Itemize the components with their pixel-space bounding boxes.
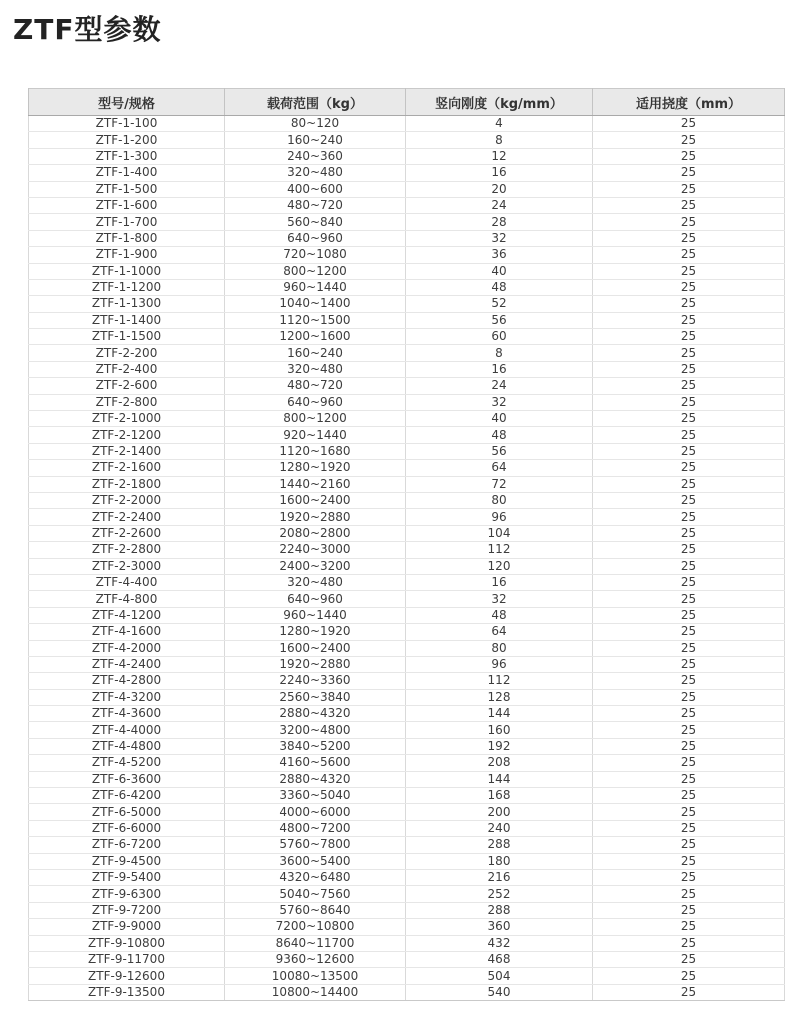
model-cell: ZTF-9-9000 xyxy=(29,919,225,935)
model-cell: ZTF-1-400 xyxy=(29,165,225,181)
table-row xyxy=(29,361,785,377)
table-row xyxy=(29,263,785,279)
deflection-cell: 25 xyxy=(593,624,785,640)
stiffness-cell: 36 xyxy=(406,247,593,263)
stiffness-cell: 104 xyxy=(406,525,593,541)
model-cell: ZTF-1-1000 xyxy=(29,263,225,279)
table-row xyxy=(29,738,785,754)
deflection-cell: 25 xyxy=(593,279,785,295)
stiffness-cell: 540 xyxy=(406,984,593,1000)
table-row xyxy=(29,558,785,574)
stiffness-cell: 32 xyxy=(406,394,593,410)
stiffness-cell: 16 xyxy=(406,574,593,590)
model-cell: ZTF-4-1200 xyxy=(29,607,225,623)
table-row xyxy=(29,296,785,312)
load-range-cell: 920~1440 xyxy=(225,427,406,443)
deflection-cell: 25 xyxy=(593,411,785,427)
stiffness-cell: 112 xyxy=(406,542,593,558)
stiffness-cell: 64 xyxy=(406,460,593,476)
stiffness-cell: 192 xyxy=(406,738,593,754)
model-cell: ZTF-1-1400 xyxy=(29,312,225,328)
table-row xyxy=(29,820,785,836)
table-row xyxy=(29,919,785,935)
deflection-cell: 25 xyxy=(593,394,785,410)
model-cell: ZTF-9-13500 xyxy=(29,984,225,1000)
model-cell: ZTF-9-10800 xyxy=(29,935,225,951)
stiffness-cell: 200 xyxy=(406,804,593,820)
stiffness-cell: 80 xyxy=(406,640,593,656)
model-cell: ZTF-2-1000 xyxy=(29,411,225,427)
load-range-cell: 5040~7560 xyxy=(225,886,406,902)
stiffness-cell: 504 xyxy=(406,968,593,984)
deflection-cell: 25 xyxy=(593,378,785,394)
model-cell: ZTF-1-800 xyxy=(29,230,225,246)
model-cell: ZTF-4-5200 xyxy=(29,755,225,771)
deflection-cell: 25 xyxy=(593,689,785,705)
load-range-cell: 2880~4320 xyxy=(225,771,406,787)
deflection-cell: 25 xyxy=(593,591,785,607)
model-cell: ZTF-4-400 xyxy=(29,574,225,590)
deflection-cell: 25 xyxy=(593,820,785,836)
deflection-cell: 25 xyxy=(593,837,785,853)
table-row xyxy=(29,837,785,853)
model-cell: ZTF-4-3600 xyxy=(29,706,225,722)
deflection-cell: 25 xyxy=(593,165,785,181)
deflection-cell: 25 xyxy=(593,886,785,902)
table-row xyxy=(29,574,785,590)
table-row xyxy=(29,755,785,771)
load-range-cell: 560~840 xyxy=(225,214,406,230)
load-range-cell: 4800~7200 xyxy=(225,820,406,836)
load-range-cell: 160~240 xyxy=(225,132,406,148)
stiffness-cell: 144 xyxy=(406,771,593,787)
stiffness-cell: 16 xyxy=(406,165,593,181)
deflection-cell: 25 xyxy=(593,148,785,164)
table-row xyxy=(29,902,785,918)
table-row xyxy=(29,132,785,148)
model-cell: ZTF-6-6000 xyxy=(29,820,225,836)
deflection-cell: 25 xyxy=(593,738,785,754)
model-cell: ZTF-2-1600 xyxy=(29,460,225,476)
model-cell: ZTF-2-1200 xyxy=(29,427,225,443)
stiffness-cell: 60 xyxy=(406,329,593,345)
model-cell: ZTF-9-4500 xyxy=(29,853,225,869)
model-cell: ZTF-1-1500 xyxy=(29,329,225,345)
table-row xyxy=(29,165,785,181)
stiffness-cell: 40 xyxy=(406,263,593,279)
deflection-cell: 25 xyxy=(593,640,785,656)
model-cell: ZTF-2-800 xyxy=(29,394,225,410)
deflection-cell: 25 xyxy=(593,706,785,722)
stiffness-cell: 32 xyxy=(406,591,593,607)
table-row xyxy=(29,968,785,984)
model-cell: ZTF-4-800 xyxy=(29,591,225,607)
deflection-cell: 25 xyxy=(593,902,785,918)
load-range-cell: 4320~6480 xyxy=(225,869,406,885)
model-cell: ZTF-1-700 xyxy=(29,214,225,230)
load-range-cell: 320~480 xyxy=(225,165,406,181)
table-row xyxy=(29,689,785,705)
stiffness-cell: 32 xyxy=(406,230,593,246)
model-cell: ZTF-9-5400 xyxy=(29,869,225,885)
deflection-cell: 25 xyxy=(593,673,785,689)
load-range-cell: 1200~1600 xyxy=(225,329,406,345)
header-deflection: 适用挠度（mm） xyxy=(593,89,785,116)
load-range-cell: 320~480 xyxy=(225,574,406,590)
table-row xyxy=(29,869,785,885)
model-cell: ZTF-6-7200 xyxy=(29,837,225,853)
model-cell: ZTF-1-1300 xyxy=(29,296,225,312)
stiffness-cell: 216 xyxy=(406,869,593,885)
table-row xyxy=(29,886,785,902)
table-row xyxy=(29,411,785,427)
model-cell: ZTF-1-300 xyxy=(29,148,225,164)
table-row xyxy=(29,935,785,951)
stiffness-cell: 160 xyxy=(406,722,593,738)
load-range-cell: 2880~4320 xyxy=(225,706,406,722)
load-range-cell: 480~720 xyxy=(225,197,406,213)
stiffness-cell: 252 xyxy=(406,886,593,902)
table-row xyxy=(29,279,785,295)
model-cell: ZTF-4-2800 xyxy=(29,673,225,689)
deflection-cell: 25 xyxy=(593,197,785,213)
model-cell: ZTF-9-12600 xyxy=(29,968,225,984)
load-range-cell: 1920~2880 xyxy=(225,656,406,672)
deflection-cell: 25 xyxy=(593,771,785,787)
stiffness-cell: 48 xyxy=(406,279,593,295)
table-row xyxy=(29,706,785,722)
model-cell: ZTF-9-11700 xyxy=(29,951,225,967)
model-cell: ZTF-4-2400 xyxy=(29,656,225,672)
stiffness-cell: 144 xyxy=(406,706,593,722)
model-cell: ZTF-2-2600 xyxy=(29,525,225,541)
load-range-cell: 1120~1680 xyxy=(225,443,406,459)
stiffness-cell: 288 xyxy=(406,837,593,853)
stiffness-cell: 468 xyxy=(406,951,593,967)
model-cell: ZTF-9-6300 xyxy=(29,886,225,902)
load-range-cell: 2080~2800 xyxy=(225,525,406,541)
table-row xyxy=(29,460,785,476)
deflection-cell: 25 xyxy=(593,296,785,312)
model-cell: ZTF-4-4000 xyxy=(29,722,225,738)
deflection-cell: 25 xyxy=(593,443,785,459)
load-range-cell: 400~600 xyxy=(225,181,406,197)
deflection-cell: 25 xyxy=(593,181,785,197)
load-range-cell: 3840~5200 xyxy=(225,738,406,754)
table-row xyxy=(29,378,785,394)
model-cell: ZTF-2-400 xyxy=(29,361,225,377)
load-range-cell: 3200~4800 xyxy=(225,722,406,738)
stiffness-cell: 48 xyxy=(406,427,593,443)
load-range-cell: 960~1440 xyxy=(225,607,406,623)
deflection-cell: 25 xyxy=(593,984,785,1000)
table-row xyxy=(29,788,785,804)
model-cell: ZTF-2-2800 xyxy=(29,542,225,558)
load-range-cell: 7200~10800 xyxy=(225,919,406,935)
load-range-cell: 10080~13500 xyxy=(225,968,406,984)
load-range-cell: 4160~5600 xyxy=(225,755,406,771)
load-range-cell: 80~120 xyxy=(225,116,406,132)
model-cell: ZTF-6-5000 xyxy=(29,804,225,820)
deflection-cell: 25 xyxy=(593,804,785,820)
table-row xyxy=(29,427,785,443)
deflection-cell: 25 xyxy=(593,574,785,590)
table-row xyxy=(29,771,785,787)
model-cell: ZTF-4-1600 xyxy=(29,624,225,640)
stiffness-cell: 52 xyxy=(406,296,593,312)
table-row xyxy=(29,181,785,197)
stiffness-cell: 112 xyxy=(406,673,593,689)
stiffness-cell: 24 xyxy=(406,197,593,213)
load-range-cell: 720~1080 xyxy=(225,247,406,263)
stiffness-cell: 288 xyxy=(406,902,593,918)
model-cell: ZTF-6-3600 xyxy=(29,771,225,787)
deflection-cell: 25 xyxy=(593,345,785,361)
page-title: ZTF型参数 xyxy=(13,13,162,46)
deflection-cell: 25 xyxy=(593,951,785,967)
load-range-cell: 2240~3000 xyxy=(225,542,406,558)
load-range-cell: 2400~3200 xyxy=(225,558,406,574)
deflection-cell: 25 xyxy=(593,116,785,132)
load-range-cell: 5760~8640 xyxy=(225,902,406,918)
load-range-cell: 800~1200 xyxy=(225,411,406,427)
model-cell: ZTF-1-100 xyxy=(29,116,225,132)
model-cell: ZTF-2-600 xyxy=(29,378,225,394)
table-row xyxy=(29,197,785,213)
load-range-cell: 1280~1920 xyxy=(225,460,406,476)
deflection-cell: 25 xyxy=(593,558,785,574)
load-range-cell: 9360~12600 xyxy=(225,951,406,967)
table-row xyxy=(29,656,785,672)
load-range-cell: 1040~1400 xyxy=(225,296,406,312)
deflection-cell: 25 xyxy=(593,427,785,443)
table-body xyxy=(29,116,785,1001)
table-row xyxy=(29,542,785,558)
table-row xyxy=(29,509,785,525)
load-range-cell: 640~960 xyxy=(225,230,406,246)
load-range-cell: 960~1440 xyxy=(225,279,406,295)
deflection-cell: 25 xyxy=(593,492,785,508)
deflection-cell: 25 xyxy=(593,460,785,476)
stiffness-cell: 16 xyxy=(406,361,593,377)
deflection-cell: 25 xyxy=(593,525,785,541)
stiffness-cell: 28 xyxy=(406,214,593,230)
load-range-cell: 1440~2160 xyxy=(225,476,406,492)
deflection-cell: 25 xyxy=(593,968,785,984)
stiffness-cell: 4 xyxy=(406,116,593,132)
table-row xyxy=(29,804,785,820)
deflection-cell: 25 xyxy=(593,247,785,263)
model-cell: ZTF-2-2400 xyxy=(29,509,225,525)
table-row xyxy=(29,116,785,132)
stiffness-cell: 8 xyxy=(406,132,593,148)
model-cell: ZTF-4-4800 xyxy=(29,738,225,754)
model-cell: ZTF-4-3200 xyxy=(29,689,225,705)
stiffness-cell: 12 xyxy=(406,148,593,164)
model-cell: ZTF-1-900 xyxy=(29,247,225,263)
stiffness-cell: 180 xyxy=(406,853,593,869)
deflection-cell: 25 xyxy=(593,788,785,804)
model-cell: ZTF-2-2000 xyxy=(29,492,225,508)
table-header-row xyxy=(29,89,785,116)
table-row xyxy=(29,247,785,263)
header-model: 型号/规格 xyxy=(29,89,225,116)
load-range-cell: 3360~5040 xyxy=(225,788,406,804)
deflection-cell: 25 xyxy=(593,542,785,558)
stiffness-cell: 168 xyxy=(406,788,593,804)
model-cell: ZTF-1-600 xyxy=(29,197,225,213)
deflection-cell: 25 xyxy=(593,869,785,885)
load-range-cell: 160~240 xyxy=(225,345,406,361)
load-range-cell: 1920~2880 xyxy=(225,509,406,525)
load-range-cell: 2240~3360 xyxy=(225,673,406,689)
load-range-cell: 3600~5400 xyxy=(225,853,406,869)
load-range-cell: 1600~2400 xyxy=(225,492,406,508)
table-row xyxy=(29,722,785,738)
load-range-cell: 2560~3840 xyxy=(225,689,406,705)
load-range-cell: 240~360 xyxy=(225,148,406,164)
deflection-cell: 25 xyxy=(593,476,785,492)
load-range-cell: 320~480 xyxy=(225,361,406,377)
parameters-table xyxy=(28,88,785,1001)
deflection-cell: 25 xyxy=(593,755,785,771)
deflection-cell: 25 xyxy=(593,361,785,377)
load-range-cell: 10800~14400 xyxy=(225,984,406,1000)
table-row xyxy=(29,312,785,328)
model-cell: ZTF-1-200 xyxy=(29,132,225,148)
deflection-cell: 25 xyxy=(593,329,785,345)
load-range-cell: 640~960 xyxy=(225,591,406,607)
table-row xyxy=(29,394,785,410)
stiffness-cell: 56 xyxy=(406,443,593,459)
load-range-cell: 8640~11700 xyxy=(225,935,406,951)
header-load-range: 载荷范围（kg） xyxy=(225,89,406,116)
stiffness-cell: 96 xyxy=(406,509,593,525)
table-row xyxy=(29,853,785,869)
load-range-cell: 480~720 xyxy=(225,378,406,394)
table-row xyxy=(29,443,785,459)
table-row xyxy=(29,673,785,689)
stiffness-cell: 432 xyxy=(406,935,593,951)
model-cell: ZTF-2-200 xyxy=(29,345,225,361)
table-row xyxy=(29,492,785,508)
table-header xyxy=(29,89,785,116)
stiffness-cell: 72 xyxy=(406,476,593,492)
stiffness-cell: 120 xyxy=(406,558,593,574)
model-cell: ZTF-1-1200 xyxy=(29,279,225,295)
stiffness-cell: 64 xyxy=(406,624,593,640)
stiffness-cell: 56 xyxy=(406,312,593,328)
deflection-cell: 25 xyxy=(593,509,785,525)
stiffness-cell: 208 xyxy=(406,755,593,771)
deflection-cell: 25 xyxy=(593,722,785,738)
model-cell: ZTF-1-500 xyxy=(29,181,225,197)
deflection-cell: 25 xyxy=(593,919,785,935)
deflection-cell: 25 xyxy=(593,230,785,246)
model-cell: ZTF-6-4200 xyxy=(29,788,225,804)
deflection-cell: 25 xyxy=(593,214,785,230)
deflection-cell: 25 xyxy=(593,312,785,328)
table-row xyxy=(29,607,785,623)
model-cell: ZTF-2-1800 xyxy=(29,476,225,492)
model-cell: ZTF-9-7200 xyxy=(29,902,225,918)
table-row xyxy=(29,984,785,1000)
table-row xyxy=(29,476,785,492)
stiffness-cell: 96 xyxy=(406,656,593,672)
stiffness-cell: 48 xyxy=(406,607,593,623)
deflection-cell: 25 xyxy=(593,656,785,672)
table-row xyxy=(29,640,785,656)
model-cell: ZTF-4-2000 xyxy=(29,640,225,656)
table-row xyxy=(29,230,785,246)
stiffness-cell: 128 xyxy=(406,689,593,705)
table-row xyxy=(29,951,785,967)
load-range-cell: 1120~1500 xyxy=(225,312,406,328)
table-row xyxy=(29,624,785,640)
stiffness-cell: 360 xyxy=(406,919,593,935)
stiffness-cell: 40 xyxy=(406,411,593,427)
deflection-cell: 25 xyxy=(593,935,785,951)
stiffness-cell: 20 xyxy=(406,181,593,197)
load-range-cell: 1600~2400 xyxy=(225,640,406,656)
table-row xyxy=(29,329,785,345)
load-range-cell: 1280~1920 xyxy=(225,624,406,640)
header-stiffness: 竖向刚度（kg/mm） xyxy=(406,89,593,116)
load-range-cell: 5760~7800 xyxy=(225,837,406,853)
table-row xyxy=(29,214,785,230)
load-range-cell: 640~960 xyxy=(225,394,406,410)
stiffness-cell: 8 xyxy=(406,345,593,361)
stiffness-cell: 24 xyxy=(406,378,593,394)
deflection-cell: 25 xyxy=(593,853,785,869)
model-cell: ZTF-2-1400 xyxy=(29,443,225,459)
model-cell: ZTF-2-3000 xyxy=(29,558,225,574)
table-row xyxy=(29,591,785,607)
table-row xyxy=(29,525,785,541)
deflection-cell: 25 xyxy=(593,132,785,148)
deflection-cell: 25 xyxy=(593,607,785,623)
load-range-cell: 4000~6000 xyxy=(225,804,406,820)
stiffness-cell: 240 xyxy=(406,820,593,836)
table-row xyxy=(29,148,785,164)
deflection-cell: 25 xyxy=(593,263,785,279)
load-range-cell: 800~1200 xyxy=(225,263,406,279)
table-row xyxy=(29,345,785,361)
stiffness-cell: 80 xyxy=(406,492,593,508)
